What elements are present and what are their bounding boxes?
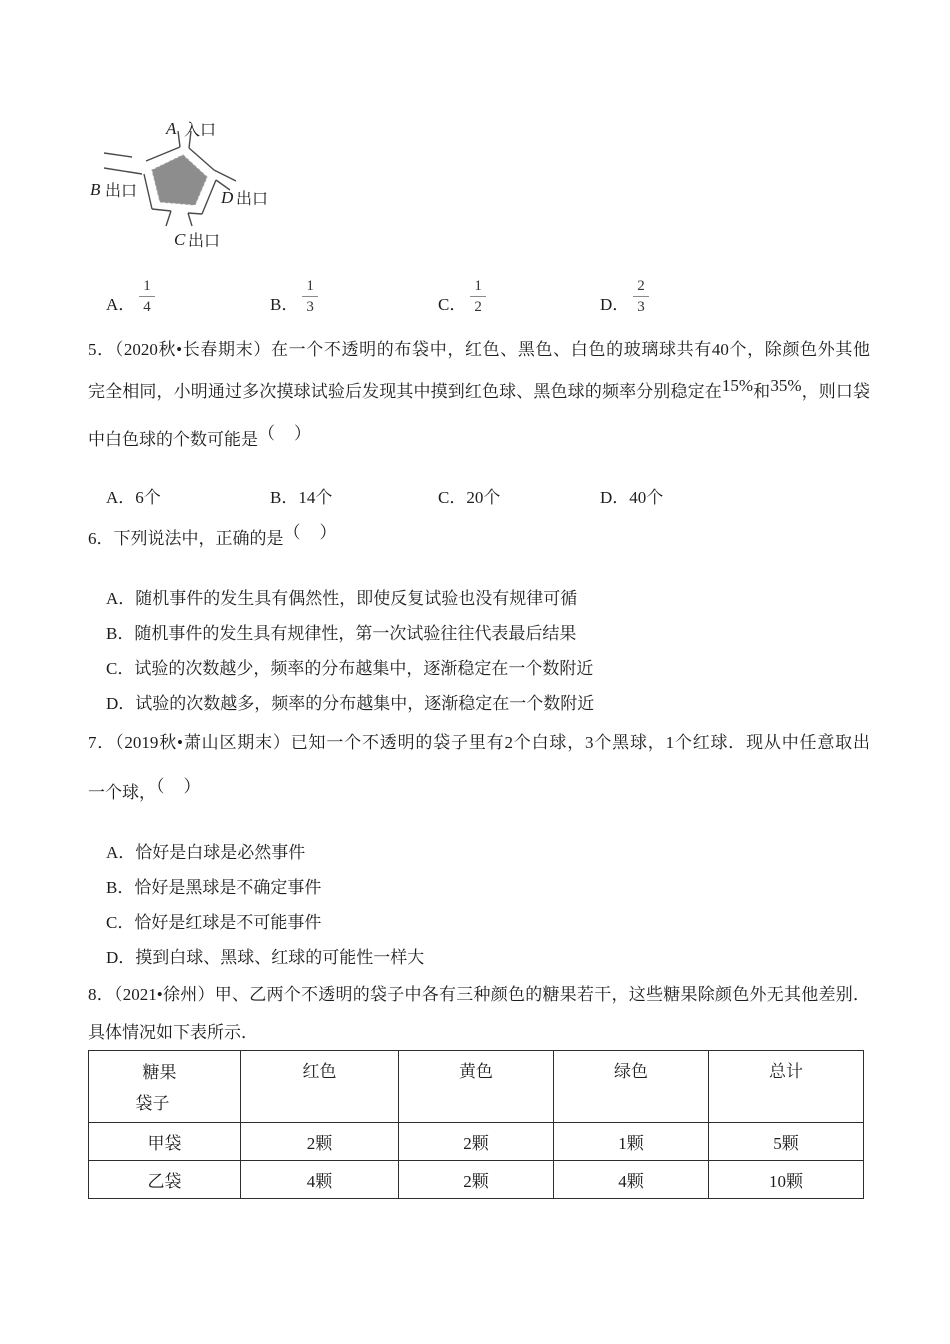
q7-line2-text: 一个球，	[88, 783, 156, 802]
col-header-total: 总计	[709, 1051, 864, 1123]
option-label: D．	[600, 295, 630, 314]
fraction	[470, 277, 486, 316]
option-label: A．	[106, 488, 136, 507]
table-row-bag-b	[89, 1161, 864, 1199]
q7-line1: 7．（2019秋•萧山区期末）已知一个不透明的袋子里有2个白球，3个黑球，1个红球．现从中任意取出	[88, 733, 870, 752]
fraction-denominator: 4	[143, 299, 151, 315]
q7-option-a	[106, 842, 305, 863]
col-header-yellow: 黄色	[399, 1051, 554, 1123]
option-label: A．	[106, 843, 136, 862]
col-header-red: 红色	[241, 1051, 399, 1123]
corner-candy-label: 糖果	[142, 1063, 177, 1082]
table-header-row	[89, 1051, 864, 1123]
q5-option-b	[270, 487, 438, 508]
cell: 2颗	[399, 1161, 554, 1199]
fraction-denominator: 3	[306, 299, 314, 315]
option-label: D．	[600, 488, 630, 507]
q7-option-c	[106, 912, 321, 933]
option-label: A．	[106, 295, 136, 314]
fraction	[302, 277, 318, 316]
option-label: B．	[270, 295, 299, 314]
pentagon-diagram	[88, 108, 303, 258]
fraction	[633, 277, 649, 316]
q5-option-c	[438, 487, 600, 508]
q6-option-d	[106, 693, 594, 714]
cell: 1颗	[554, 1123, 709, 1161]
exit-a-label: 入口	[184, 122, 217, 139]
option-text: 试验的次数越少，频率的分布越集中，逐渐稳定在一个数附近	[134, 659, 594, 678]
q6-option-a	[106, 588, 577, 609]
q7-line2	[88, 777, 202, 803]
q6-option-c	[106, 658, 593, 679]
q5-options-row	[88, 487, 870, 508]
option-text: 恰好是黑球是不确定事件	[134, 878, 322, 897]
option-label: D．	[106, 948, 136, 967]
q4-option-d	[600, 277, 870, 316]
q5-option-a	[106, 487, 270, 508]
q5-line3	[88, 424, 312, 450]
fraction-numerator: 1	[470, 277, 486, 297]
cell: 2颗	[241, 1123, 399, 1161]
option-label: B．	[270, 488, 299, 507]
q4-options-row	[88, 277, 870, 316]
exit-a-letter: A	[166, 119, 177, 138]
fraction	[139, 277, 155, 316]
answer-blank-parens: （ ）	[258, 424, 312, 443]
q5-option-d	[600, 487, 870, 508]
row-header: 乙袋	[89, 1161, 241, 1199]
answer-blank-parens: （ ）	[156, 777, 202, 796]
q4-option-c	[438, 277, 600, 316]
q6-stem	[88, 523, 338, 549]
q8-line1: 8．（2021•徐州）甲、乙两个不透明的袋子中各有三种颜色的糖果若干，这些糖果除颜色外无其他差别．	[88, 985, 870, 1004]
table-row-bag-a	[89, 1123, 864, 1161]
q5-line2-text: 完全相同，小明通过多次摸球试验后发现其中摸到红色球、黑色球的频率分别稳定在	[88, 382, 722, 401]
option-label: B．	[106, 878, 135, 897]
corner-bag-label: 袋子	[135, 1094, 170, 1113]
q5-percent-red: 15%	[721, 376, 754, 395]
q4-option-b	[270, 277, 438, 316]
cell: 4颗	[554, 1161, 709, 1199]
option-label: B．	[106, 624, 135, 643]
q5-line3-text: 中白色球的个数可能是	[88, 430, 258, 449]
q7-option-d	[106, 947, 424, 968]
option-text: 恰好是白球是必然事件	[135, 843, 306, 862]
cell: 4颗	[241, 1161, 399, 1199]
option-text: 随机事件的发生具有规律性，第一次试验往往代表最后结果	[134, 624, 577, 643]
fraction-numerator: 1	[302, 277, 318, 297]
fraction-numerator: 1	[139, 277, 155, 297]
option-label: A．	[106, 589, 136, 608]
cell: 2颗	[399, 1123, 554, 1161]
q5-line2	[88, 376, 871, 402]
answer-blank-parens: （ ）	[283, 523, 338, 542]
q4-option-a	[106, 277, 270, 316]
exit-c-label: 出口	[188, 233, 221, 250]
option-label: C．	[438, 295, 467, 314]
option-text: 随机事件的发生具有偶然性，即使反复试验也没有规律可循	[135, 589, 578, 608]
col-header-green: 绿色	[554, 1051, 709, 1123]
fraction-denominator: 2	[474, 299, 482, 315]
q7-option-b	[106, 877, 321, 898]
exit-b-letter: B	[90, 180, 101, 199]
candy-table-wrap	[88, 1050, 864, 1199]
option-text: 试验的次数越多，频率的分布越集中，逐渐稳定在一个数附近	[135, 694, 595, 713]
option-label: C．	[106, 659, 135, 678]
q5-line2-and: 和	[753, 382, 771, 401]
option-text: 恰好是红球是不可能事件	[134, 913, 322, 932]
candy-table	[88, 1050, 864, 1199]
option-text: 40个	[629, 488, 664, 507]
option-label: D．	[106, 694, 136, 713]
exit-c-letter: C	[174, 230, 186, 249]
q5-percent-black: 35%	[770, 376, 802, 395]
q8-line2: 具体情况如下表所示．	[88, 1023, 258, 1042]
cell: 5颗	[709, 1123, 864, 1161]
cell: 10颗	[709, 1161, 864, 1199]
q6-option-b	[106, 623, 576, 644]
pentagon-diagram-svg	[88, 108, 303, 253]
q5-line1: 5．（2020秋•长春期末）在一个不透明的布袋中，红色、黑色、白色的玻璃球共有40个，除颜色外其他	[88, 340, 870, 359]
q5-line2-tail: ，则口袋	[801, 382, 871, 401]
q6-stem-text: 6．下列说法中，正确的是	[88, 529, 284, 548]
row-header: 甲袋	[89, 1123, 241, 1161]
fraction-numerator: 2	[633, 277, 649, 297]
pentagon-shape	[152, 155, 207, 205]
option-label: C．	[438, 488, 467, 507]
corner-cell	[89, 1051, 241, 1123]
exit-d-label: 出口	[236, 191, 269, 208]
exit-d-letter: D	[221, 188, 234, 207]
fraction-denominator: 3	[637, 299, 645, 315]
option-text: 6个	[135, 488, 161, 507]
exit-b-label: 出口	[105, 183, 138, 200]
option-text: 摸到白球、黑球、红球的可能性一样大	[135, 948, 425, 967]
option-text: 14个	[298, 488, 333, 507]
option-label: C．	[106, 913, 135, 932]
option-text: 20个	[466, 488, 501, 507]
